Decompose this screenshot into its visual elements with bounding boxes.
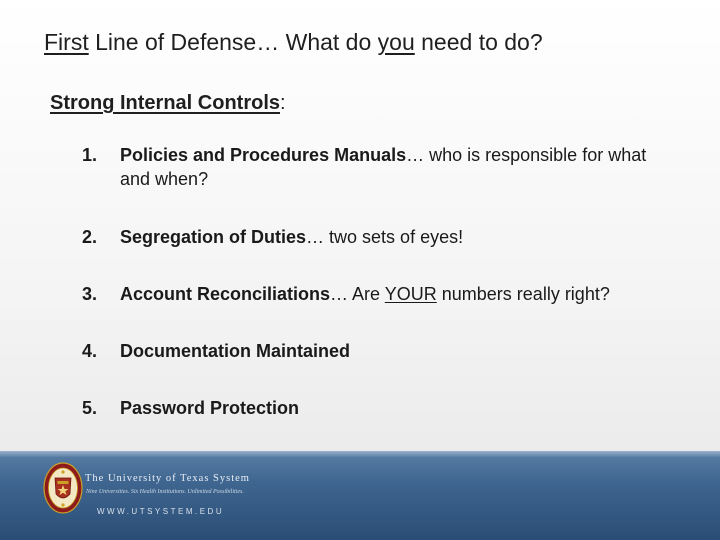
- list-item-text: [120, 339, 680, 363]
- title-emphasis-first: First: [44, 29, 89, 55]
- list-item-detail: … Are: [330, 284, 385, 304]
- list-item-number: 3.: [82, 284, 98, 304]
- list-item-detail: … who is responsible for what and when?: [120, 145, 647, 189]
- list-item-number: 2.: [82, 227, 98, 247]
- list-item-detail-end: numbers really right?: [436, 284, 610, 304]
- list-item-text: [120, 282, 680, 306]
- list-item-number: 1.: [82, 145, 98, 165]
- footer-band: [0, 451, 720, 540]
- list-item-heading: Account Reconciliations: [120, 284, 331, 304]
- list-item-number: 5.: [82, 398, 98, 418]
- ut-system-seal-icon: [43, 462, 83, 514]
- section-heading-text: Strong Internal Controls: [50, 92, 280, 114]
- list-item-text: [120, 225, 680, 249]
- title-emphasis-you: you: [377, 29, 415, 55]
- website-link[interactable]: WWW.UTSYSTEM.EDU: [97, 507, 225, 516]
- title-text-part2: need to do?: [414, 29, 543, 55]
- org-tagline: Nine Universities. Six Health Institutions. Unlimited Possibilities.: [86, 489, 244, 495]
- list-item-heading: Policies and Procedures Manuals: [120, 145, 407, 165]
- list-item-text: [120, 143, 680, 191]
- list-item-heading: Password Protection: [120, 398, 300, 418]
- section-heading-colon: :: [280, 92, 286, 114]
- list-item-number: 4.: [82, 341, 98, 361]
- section-heading: [50, 92, 286, 115]
- org-name: The University of Texas System: [85, 473, 250, 484]
- list-item-detail: … two sets of eyes!: [306, 227, 464, 247]
- title-text-part1: Line of Defense… What do: [88, 29, 378, 55]
- list-item-emphasis: YOUR: [384, 284, 437, 304]
- list-item-text: [120, 396, 680, 420]
- list-item-heading: Documentation Maintained: [120, 341, 351, 361]
- slide-title: [44, 29, 543, 56]
- list-item-heading: Segregation of Duties: [120, 227, 307, 247]
